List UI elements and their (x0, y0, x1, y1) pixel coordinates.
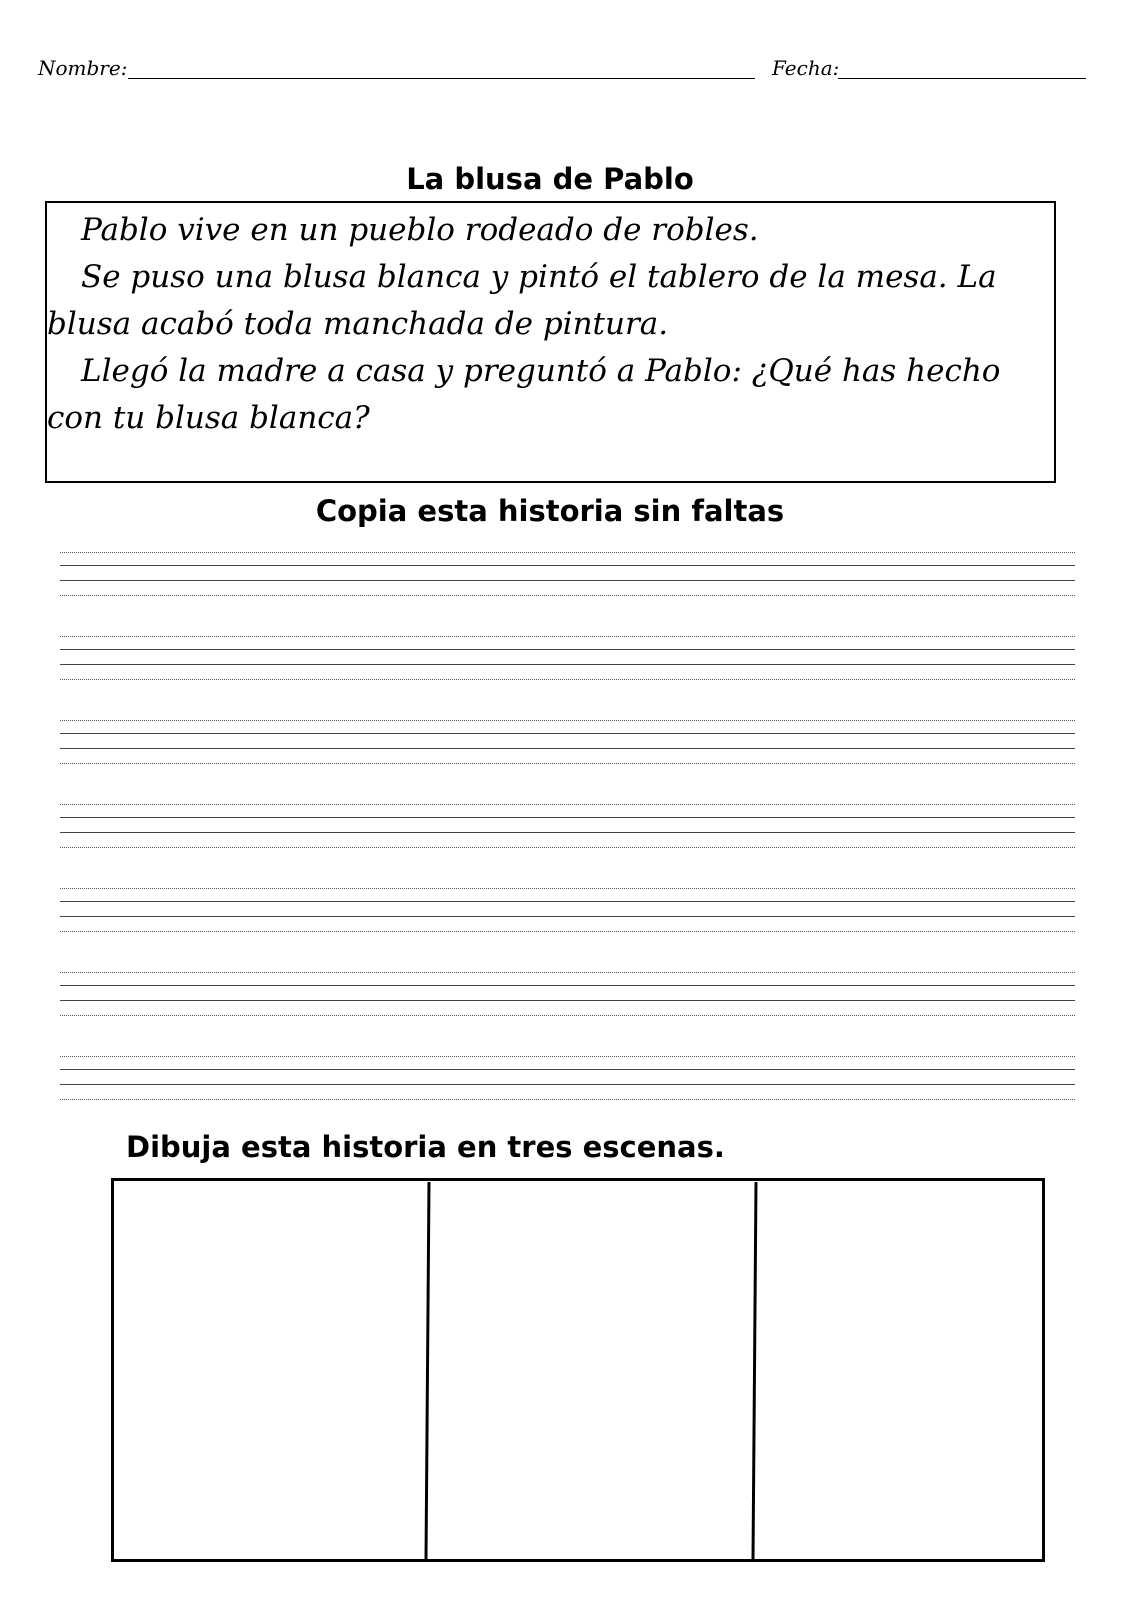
guide-line-solid (60, 985, 1075, 986)
guide-line-solid (60, 1069, 1075, 1070)
guide-line-solid (60, 1000, 1075, 1001)
date-label: Fecha: (772, 56, 840, 80)
guide-line-dotted (60, 679, 1075, 680)
writing-line-group[interactable] (60, 804, 1075, 848)
story-paragraph-2: Se puso una blusa blanca y pintó el tablero de la mesa. La blusa acabó toda manchada de pintura. (47, 259, 997, 342)
guide-line-dotted (60, 804, 1075, 805)
guide-line-dotted (60, 763, 1075, 764)
scene-divider-2 (753, 1182, 756, 1559)
guide-line-dotted (60, 552, 1075, 553)
story-text (47, 207, 1054, 442)
scene-panel-2[interactable] (431, 1181, 753, 1559)
guide-line-dotted (60, 636, 1075, 637)
story-box (45, 201, 1056, 483)
guide-line-solid (60, 565, 1075, 566)
guide-line-solid (60, 733, 1075, 734)
writing-line-group[interactable] (60, 888, 1075, 932)
guide-line-solid (60, 901, 1075, 902)
scenes-frame (111, 1178, 1045, 1562)
draw-section-title: Dibuja esta historia en tres escenas. (126, 1130, 725, 1164)
story-paragraph-1: Pablo vive en un pueblo rodeado de robles. (81, 212, 759, 248)
writing-line-group[interactable] (60, 1056, 1075, 1100)
story-title: La blusa de Pablo (406, 162, 694, 196)
scene-panel-3[interactable] (758, 1181, 1042, 1559)
scene-divider-1 (426, 1182, 429, 1559)
writing-line-group[interactable] (60, 636, 1075, 680)
guide-line-solid (60, 1084, 1075, 1085)
guide-line-solid (60, 649, 1075, 650)
guide-line-dotted (60, 972, 1075, 973)
guide-line-solid (60, 817, 1075, 818)
guide-line-solid (60, 916, 1075, 917)
writing-line-group[interactable] (60, 972, 1075, 1016)
guide-line-dotted (60, 595, 1075, 596)
scene-panel-1[interactable] (114, 1181, 426, 1559)
guide-line-dotted (60, 1015, 1075, 1016)
guide-line-dotted (60, 888, 1075, 889)
name-label: Nombre: (38, 56, 128, 80)
guide-line-dotted (60, 1099, 1075, 1100)
writing-line-group[interactable] (60, 552, 1075, 596)
date-field[interactable] (838, 78, 1086, 79)
guide-line-solid (60, 748, 1075, 749)
guide-line-solid (60, 580, 1075, 581)
copy-section-title: Copia esta historia sin faltas (315, 494, 785, 528)
guide-line-dotted (60, 1056, 1075, 1057)
guide-line-solid (60, 664, 1075, 665)
name-field[interactable] (128, 78, 755, 79)
guide-line-dotted (60, 720, 1075, 721)
guide-line-dotted (60, 931, 1075, 932)
guide-line-solid (60, 832, 1075, 833)
guide-line-dotted (60, 847, 1075, 848)
writing-line-group[interactable] (60, 720, 1075, 764)
story-paragraph-3: Llegó la madre a casa y preguntó a Pablo: ¿Qué has hecho con tu blusa blanca? (47, 353, 1001, 436)
